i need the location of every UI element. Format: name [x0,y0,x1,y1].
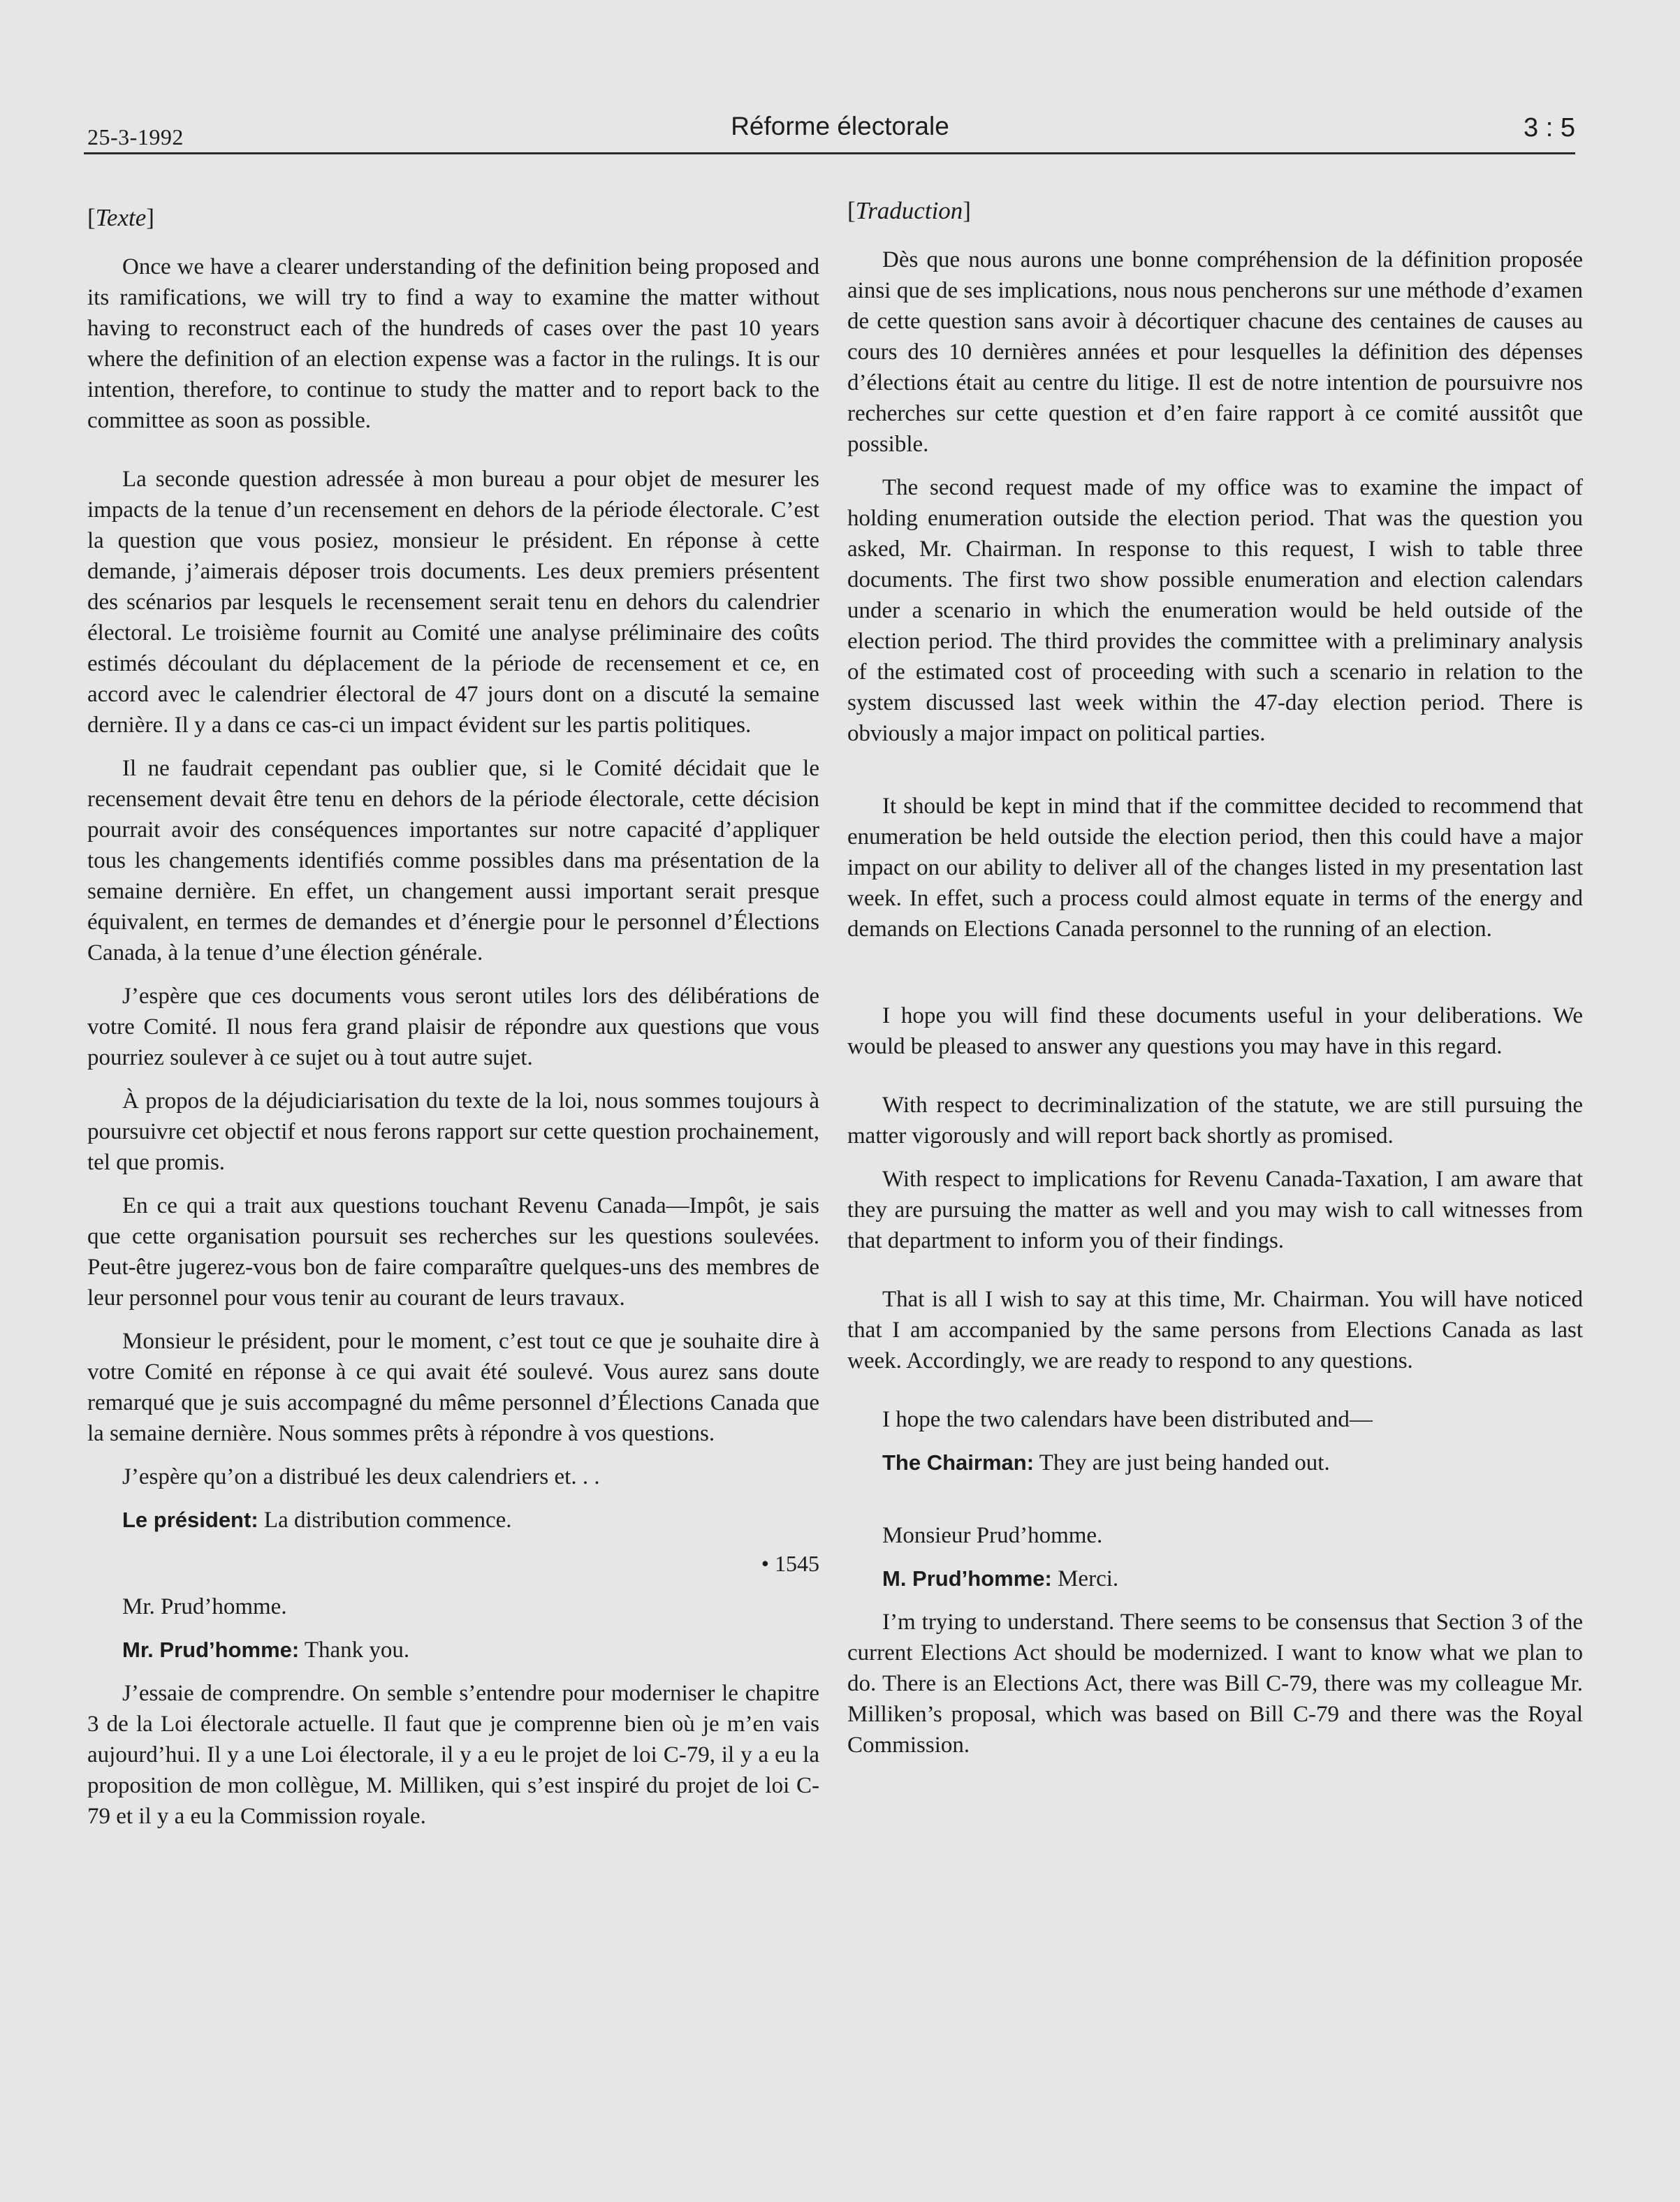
paragraph: That is all I wish to say at this time, Mr. Chairman. You will have noticed that I am accompanied by the same persons from Elections Canada as last week. Accordingly, we are ready to respond to any questions. [847,1287,1583,1373]
paragraph: Once we have a clearer understanding of the definition being proposed and its ramifications, we will try to find a way to examine the matter without having to reconstruct each of the hundreds of cases over the past 10 years where the definition of an election expense was a factor in the rulings. It is our intention, therefore, to continue to study the matter and to report back to the committee as soon as possible. [87,254,819,433]
speaker-name: Mr. Prud’homme: [122,1638,300,1662]
language-label-text: Texte [95,204,147,231]
speaker-text: They are just being handed out. [1034,1450,1330,1475]
right-column [847,196,1583,1773]
time-marker: • 1545 [761,1551,819,1576]
speaker-line [87,1635,819,1665]
language-label-left: [Texte] [87,204,154,231]
speaker-name: M. Prud’homme: [882,1566,1052,1591]
header-page-number: 3 : 5 [1524,113,1575,143]
paragraph: À propos de la déjudiciarisation du texte de la loi, nous sommes toujours à poursuivre cet objectif et nous ferons rapport sur cette question prochainement, tel que promis. [87,1088,819,1175]
speaker-name: The Chairman: [882,1450,1035,1475]
paragraph: Monsieur le président, pour le moment, c’est tout ce que je souhaite dire à votre Comité en réponse à ce qui avait été soulevé. Vous aurez sans doute remarqué que je suis accompagné du même personnel d’Élections Canada que la semaine dernière. Nous sommes prêts à répondre à vos questions. [87,1329,819,1446]
speaker-text: Merci. [1051,1566,1119,1591]
paragraph: The second request made of my office was to examine the impact of holding enumeration outside the election period. That was the question you asked, Mr. Chairman. In response to this request, I wish to table three documents. The first two show possible enumeration and election calendars under a scenario in which the enumeration would be held outside of the election period. The third provides the committee with a preliminary analysis of the estimated cost of proceeding with such a scenario in relation to the system discussed last week within the 47-day election period. There is obviously a major impact on political parties. [847,475,1583,746]
paragraph: With respect to implications for Revenu Canada-Taxation, I am aware that they are pursuing the matter as well and you may wish to call witnesses from that department to inform you of their findings. [847,1167,1583,1253]
paragraph: I hope you will find these documents useful in your deliberations. We would be pleased to answer any questions you may have in this regard. [847,1003,1583,1059]
speaker-line [87,1505,819,1536]
paragraph: Monsieur Prud’homme. [882,1523,1103,1548]
paragraph: Il ne faudrait cependant pas oublier que, si le Comité décidait que le recensement devait être tenu en dehors de la période électorale, cette décision pourrait avoir des conséquences importantes sur notre capacité d’appliquer tous les changements identifiés comme possibles dans ma présentation de la semaine dernière. En effet, un changement aussi important serait presque équivalent, en termes de demandes et d’énergie pour le personnel d’Élections Canada, à la tenue d’une élection générale. [87,756,819,965]
language-label-right: [Traduction] [847,197,971,224]
paragraph: J’essaie de comprendre. On semble s’entendre pour moderniser le chapitre 3 de la Loi électorale actuelle. Il faut que je comprenne bien où je m’en vais aujourd’hui. Il y a une Loi électorale, il y a eu le projet de loi C-79, il y a eu la proposition de mon collègue, M. Milliken, qui s’est inspiré du projet de loi C-79 et il y a eu la Commission royale. [87,1681,819,1829]
paragraph: With respect to decriminalization of the statute, we are still pursuing the matter vigorously and will report back shortly as promised. [847,1093,1583,1149]
paragraph: J’espère qu’on a distribué les deux calendriers et. . . [122,1464,600,1489]
paragraph: Mr. Prud’homme. [122,1594,287,1619]
header-date: 25-3-1992 [87,124,184,150]
paragraph: I hope the two calendars have been distributed and— [882,1407,1373,1432]
paragraph: J’espère que ces documents vous seront utiles lors des délibérations de votre Comité. Il nous fera grand plaisir de répondre aux questions que vous pourriez soulever à ce sujet ou à tout autre sujet. [87,984,819,1070]
paragraph: It should be kept in mind that if the committee decided to recommend that enumeration be held outside the election period, then this could have a major impact on our ability to deliver all of the changes listed in my presentation last week. In effet, such a process could almost equate in terms of the energy and demands on Elections Canada personnel to the running of an election. [847,794,1583,942]
speaker-line [847,1563,1583,1594]
left-column [87,203,819,1844]
paragraph: En ce qui a trait aux questions touchant Revenu Canada—Impôt, je sais que cette organisation poursuit ses recherches sur les questions soulevées. Peut-être jugerez-vous bon de faire comparaître quelques-uns des membres de leur personnel pour vous tenir au courant de leurs travaux. [87,1193,819,1311]
paragraph: I’m trying to understand. There seems to be consensus that Section 3 of the current Elections Act should be modernized. I want to know what we plan to do. There is an Elections Act, there was Bill C-79, there was my colleague Mr. Milliken’s proposal, which was based on Bill C-79 and there was the Royal Commission. [847,1610,1583,1758]
speaker-line [847,1448,1583,1478]
paragraph: La seconde question adressée à mon bureau a pour objet de mesurer les impacts de la tenue d’un recensement en dehors de la période électorale. C’est la question que vous posiez, monsieur le président. En réponse à cette demande, j’aimerais déposer trois documents. Les deux premiers présentent des scénarios par lesquels le recensement serait tenu en dehors du calendrier électoral. Le troisième fournit au Comité une analyse préliminaire des coûts estimés découlant du déplacement de la période de recensement et ce, en accord avec le calendrier électoral de 47 jours dont on a discuté la semaine dernière. Il y a dans ce cas-ci un impact évident sur les partis politiques. [87,467,819,738]
header-title: Réforme électorale [731,112,949,140]
language-label-text: Traduction [855,197,963,224]
speaker-text: La distribution commence. [258,1508,512,1533]
paragraph: Dès que nous aurons une bonne compréhension de la définition proposée ainsi que de ses implications, nous nous pencherons sur une méthode d’examen de cette question sans avoir à décortiquer chacune des centaines de causes au cours des 10 dernières années et pour lesquelles la définition des dépenses d’élections était au centre du litige. Il est de notre intention de poursuivre nos recherches sur cette question et d’en faire rapport à ce comité aussitôt que possible. [847,247,1583,457]
speaker-text: Thank you. [299,1638,410,1663]
header-rule [84,152,1575,154]
speaker-name: Le président: [122,1508,258,1532]
